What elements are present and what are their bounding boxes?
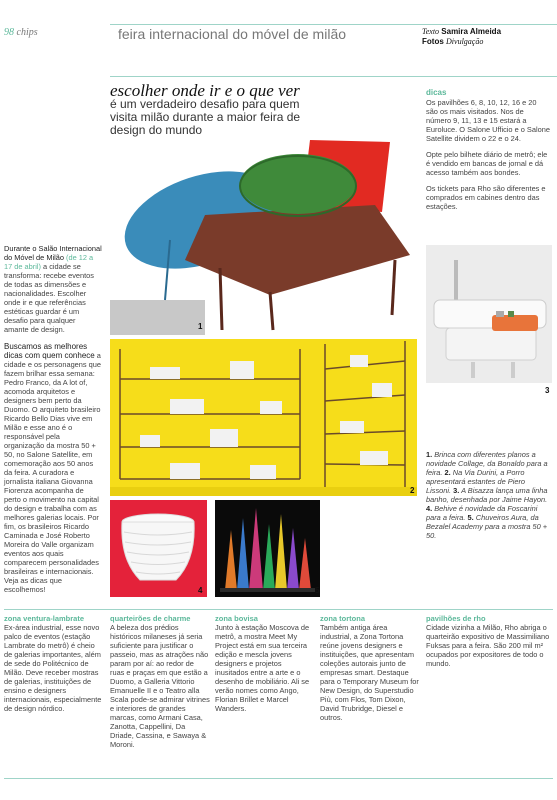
lamp-photo xyxy=(110,500,207,597)
zone-text: Também antiga área industrial, a Zona Tortona reúne jovens designers e instituições, que apresentam coleções autorais junto de empresas smart. Destaque para o Temporary Museum for New Design, do Superstudio Più, com Flos, Tom Dixon, David Trubridge, Diesel e outros. xyxy=(320,623,419,722)
zone-text: Junto à estação Moscova de metrô, a mostra Meet My Project está em sua terceira edição e mescla jovens designers e projetos inusitados entre a arte e o desenho de mobiliário. Ali se verão nomes como Ango, Florian Brillet e Marcel Wanders. xyxy=(215,623,310,713)
footer-rule xyxy=(4,778,553,779)
zone-text: Cidade vizinha a Milão, Rho abriga o quarteirão expositivo de Massimiliano Fuksas para a feira. São 200 mil m² ocupados por expositores de todo o mundo. xyxy=(426,623,550,668)
image-number: 1 xyxy=(198,322,203,331)
zone-title: quarteirões de charme xyxy=(110,614,191,623)
zone-title: zona ventura-lambrate xyxy=(4,614,85,623)
zone-text: A beleza dos prédios históricos milaneses já seria suficiente para justificar o passeio, mas as atrações não param por aí: ao redor de ruas e praças em que estão a Duomo, a Galleria Vittorio Emanuelle II e o Teatro alla Scala pode-se admirar vitrines e interiores de grandes marcas, como Armani Casa, Zanotta, Cappellini, Da Driade, Cassina, e Sawaya & Moroni. xyxy=(110,623,210,749)
section-label xyxy=(4,27,38,38)
image-number: 5 xyxy=(315,586,320,595)
intro-text: Durante o Salão Internacional do Móvel de Milão (de 12 a 17 de abril) a cidade se transforma: recebe eventos de todas as dimensões e nacionalidades. Escolher onde ir e que referências estéticas guardar é um desafio para qualquer amante de design. xyxy=(4,244,102,334)
zone-column xyxy=(426,614,550,668)
credits: Texto Samira Almeida Fotos Divulgação xyxy=(422,27,502,46)
tables-photo xyxy=(110,120,410,335)
page-title: feira internacional do móvel de milão xyxy=(118,26,347,42)
dicas-paragraph: Os tickets para Rho são diferentes e comprados em cabines dentro das estações. xyxy=(426,184,546,211)
dicas-paragraph: Os pavilhões 6, 8, 10, 12, 16 e 20 são os mais visitados. Nos de número 9, 11, 13 e 15 estará a Euroluce. O Salone Ufficio e o Salone Satellite dividem o 22 e o 24. xyxy=(426,98,550,143)
zone-column xyxy=(110,614,210,749)
section-name: chips xyxy=(16,27,38,38)
zone-text: Ex-área industrial, esse novo palco de eventos (estação Lambrate do metrô) é cheio de galerias importantes, além de sede do Politécnico de Milão. Deve receber mostras de galerias, instituições de ensino e designers internacionais, especialmente de design nórdico. xyxy=(4,623,102,713)
header-rule xyxy=(110,24,557,25)
image-number: 4 xyxy=(198,586,203,595)
zone-column xyxy=(215,614,315,713)
zones-rule xyxy=(4,609,553,610)
headline-deck: é um verdadeiro desafio para quem visita milão durante a maior feira de design do mundo xyxy=(110,97,301,137)
image-number: 2 xyxy=(410,486,415,495)
headline-rule xyxy=(110,76,557,77)
zone-title: zona tortona xyxy=(320,614,365,623)
zone-column xyxy=(4,614,104,713)
zone-title: pavilhões de rho xyxy=(426,614,486,623)
headline-title: escolher onde ir e o que ver xyxy=(110,81,300,100)
zone-title: zona bovisa xyxy=(215,614,258,623)
section-number: 98 xyxy=(4,27,14,38)
intro-text-2: Buscamos as melhores dicas com quem conhece a cidade e os personagens que fazem brilhar essa semana: Pedro Franco, da A lot of, acomoda arquitetos e designers bem perto da Duomo. O arquiteto brasileiro Ricardo Bello Dias vive em Milão e esse ano é o responsável pela organização da mostra 50 + 50, no Salone Satellite, em comemoração aos 50 anos da feira. A curadora e jornalista italiana Giovanna Fiorenza acompanha de perto o movimento na capital do design e trabalha com as melhores galerias locais. Por fim, os brasileiros Ricardo Caminada e José Roberto Moreira do Valle organizam eventos aos quais comparecem personalidades brasileiras e internacionais. Veja as dicas que escolhemos! xyxy=(4,342,101,594)
dicas-paragraph: Opte pelo bilhete diário de metrô; ele é vendido em bancas de jornal e dá acesso também aos bondes. xyxy=(426,150,548,177)
dicas-heading: dicas xyxy=(426,88,447,97)
showers-photo xyxy=(215,500,320,597)
shelves-photo xyxy=(110,339,417,496)
zone-column xyxy=(320,614,420,722)
captions: 1. Brinca com diferentes planos a novidade Collage, da Bonaldo para a feira. 2. Na Via Durini, a Porro apresentará estantes de Piero Lissoni. 3. A Bisazza lança uma linha banho, desenhada por Jaime Hayon. 4. Behive é novidade da Foscarini para a feira. 5. Chuveiros Aura, da Bezalel Academy para a mostra 50 + 50. xyxy=(426,450,548,540)
dicas-box xyxy=(426,88,550,211)
image-number: 3 xyxy=(545,386,550,395)
bathtub-photo xyxy=(426,245,552,383)
